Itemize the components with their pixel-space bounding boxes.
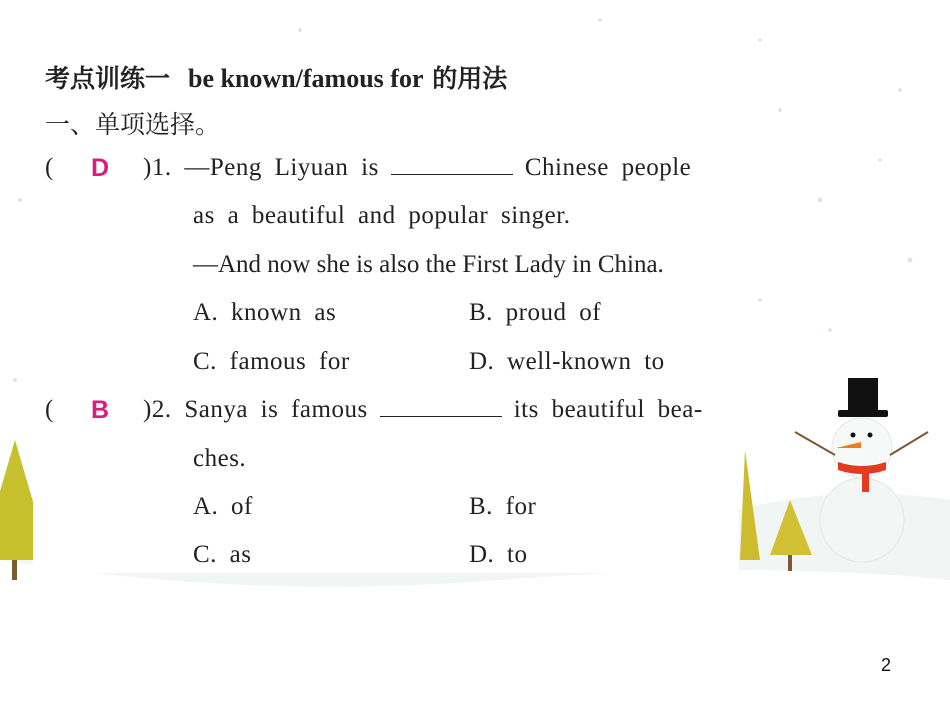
question-2-stem: )2. Sanya is famous its beautiful bea- — [143, 396, 703, 423]
option-b: B. proud of — [469, 299, 602, 326]
answer-2: B — [91, 396, 110, 424]
section-heading: 一、单项选择。 — [45, 110, 221, 139]
question-1-stem: )1. —Peng Liyuan is Chinese people — [143, 154, 692, 181]
question-number: )1. — [143, 154, 172, 181]
option-d: D. to — [469, 541, 528, 568]
option-a: A. known as — [193, 299, 337, 326]
answer-paren-open: ( — [45, 396, 54, 423]
option-c: C. as — [193, 541, 252, 568]
page-number: 2 — [881, 655, 892, 675]
section-title — [45, 59, 507, 95]
question-number: )2. — [143, 396, 172, 423]
title-english: be known/famous for — [188, 64, 424, 93]
option-d: D. well-known to — [469, 348, 665, 375]
question-2-line-2: ches. — [193, 445, 247, 472]
question-1-line-3: —And now she is also the First Lady in China. — [193, 251, 664, 278]
option-c: C. famous for — [193, 348, 350, 375]
question-1-line-2: as a beautiful and popular singer. — [193, 202, 571, 229]
exercise-card — [33, 53, 739, 573]
option-a: A. of — [193, 493, 253, 520]
answer-blank — [391, 154, 513, 175]
title-chinese: 考点训练一 — [45, 64, 171, 93]
answer-1: D — [91, 154, 110, 182]
title-suffix: 的用法 — [432, 64, 508, 93]
option-b: B. for — [469, 493, 537, 520]
answer-blank — [380, 396, 502, 417]
answer-paren-open: ( — [45, 154, 54, 181]
